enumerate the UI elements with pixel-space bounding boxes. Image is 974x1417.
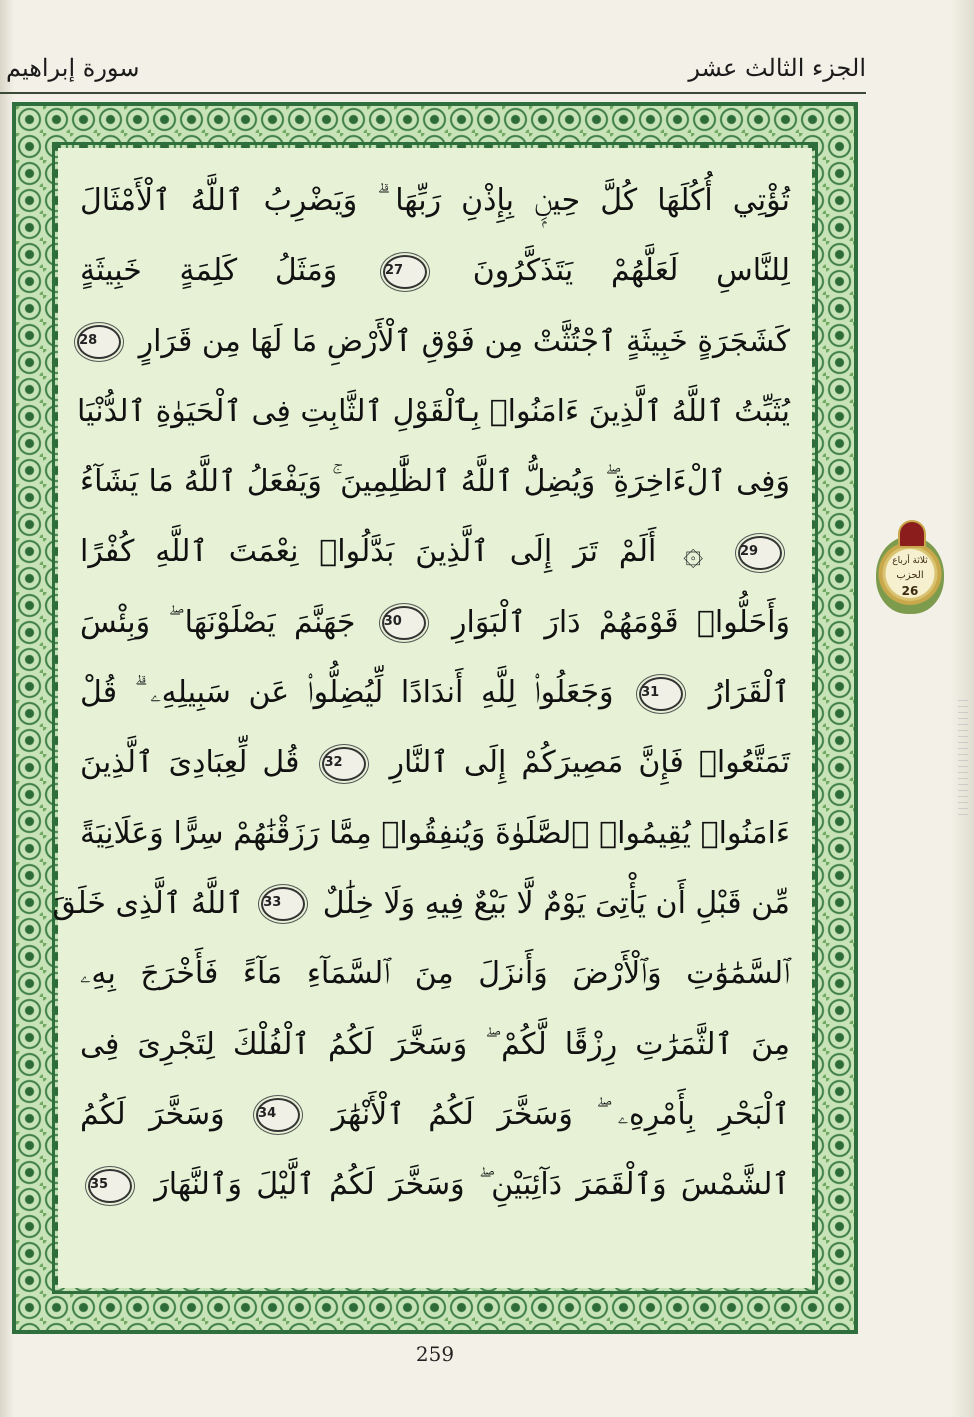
ayah-number-marker: 32 — [322, 747, 366, 781]
ayah-number-marker: 35 — [88, 1169, 132, 1203]
verse-line — [80, 307, 790, 377]
verse-line — [80, 588, 790, 658]
verse-text: وَمَثَلُ كَلِمَةٍ خَبِيثَةٍ — [80, 253, 338, 289]
verse-text: وَجَعَلُوا۟ لِلَّهِ أَندَادًا لِّيُضِلُّوا۟ عَن سَبِيلِهِۦ ۗ قُلْ — [80, 675, 614, 711]
verse-text: ٱلسَّمَٰوَٰتِ وَٱلْأَرْضَ وَأَنزَلَ مِنَ ٱلسَّمَآءِ مَآءً فَأَخْرَجَ بِهِۦ — [80, 956, 790, 992]
margin-print-marks — [958, 700, 968, 820]
hizb-medallion — [872, 520, 948, 616]
verse-text-block — [52, 166, 791, 1220]
header-rule — [0, 92, 866, 94]
verse-text: مِنَ ٱلثَّمَرَٰتِ رِزْقًا لَّكُمْ ۖ وَسَخَّرَ لَكُمُ ٱلْفُلْكَ لِتَجْرِىَ فِى — [80, 1026, 790, 1062]
hizb-fraction: ثلاثة أرباع — [892, 556, 928, 566]
verse-line — [80, 799, 790, 869]
verse-line — [80, 166, 790, 236]
verse-text: ٱللَّهُ ٱلَّذِى خَلَقَ — [52, 885, 244, 921]
verse-line — [80, 939, 790, 1009]
verse-text: ٱلْقَرَارُ — [708, 675, 790, 711]
verse-text: وَفِى ٱلْءَاخِرَةِ ۖ وَيُضِلُّ ٱللَّهُ ٱلظَّٰلِمِينَ ۚ وَيَفْعَلُ ٱللَّهُ مَا يَشَآءُ — [80, 464, 790, 500]
verse-line — [80, 728, 790, 798]
verse-text: ٱلشَّمْسَ وَٱلْقَمَرَ دَآئِبَيْنِ ۖ وَسَخَّرَ لَكُمُ ٱلَّيْلَ وَٱلنَّهَارَ — [154, 1167, 790, 1203]
ayah-number-marker: 27 — [383, 255, 427, 289]
surah-title: سورة إبراهيم — [6, 54, 140, 82]
running-header — [0, 48, 974, 98]
verse-line — [52, 869, 790, 939]
verse-text: يُثَبِّتُ ٱللَّهُ ٱلَّذِينَ ءَامَنُوا۟ بِٱلْقَوْلِ ٱلثَّابِتِ فِى ٱلْحَيَوٰةِ ٱلدُّنْيَا — [77, 393, 790, 429]
ayah-number-marker: 28 — [77, 325, 121, 359]
verse-text: ٱلْبَحْرِ بِأَمْرِهِۦ ۖ وَسَخَّرَ لَكُمُ ٱلْأَنْهَٰرَ — [331, 1096, 790, 1132]
verse-text: تُؤْتِي أُكُلَهَا كُلَّ حِينِۭ بِإِذْنِ رَبِّهَا ۗ وَيَضْرِبُ ٱللَّهُ ٱلْأَمْثَالَ — [80, 183, 790, 218]
ayah-number-marker: 29 — [738, 536, 782, 570]
verse-text: أَلَمْ تَرَ إِلَى ٱلَّذِينَ بَدَّلُوا۟ نِعْمَتَ ٱللَّهِ كُفْرًا — [80, 534, 657, 570]
verse-text: وَأَحَلُّوا۟ قَوْمَهُمْ دَارَ ٱلْبَوَارِ — [452, 604, 791, 640]
verse-line — [77, 377, 790, 447]
medallion-crest-icon — [898, 520, 926, 548]
hizb-label: الحزب — [896, 570, 924, 581]
verse-text: مِّن قَبْلِ أَن يَأْتِىَ يَوْمٌ لَّا بَيْعٌ فِيهِ وَلَا خِلَٰلٌ — [322, 885, 790, 921]
verse-text: ءَامَنُوا۟ يُقِيمُوا۟ ٱلصَّلَوٰةَ وَيُنفِقُوا۟ مِمَّا رَزَقْنَٰهُمْ سِرًّا وَعَلَانِيَةً — [80, 815, 790, 851]
verse-text: كَشَجَرَةٍ خَبِيثَةٍ ٱجْتُثَّتْ مِن فَوْقِ ٱلْأَرْضِ مَا لَهَا مِن قَرَارٍ — [138, 323, 790, 359]
verse-text: جَهَنَّمَ يَصْلَوْنَهَا ۖ وَبِئْسَ — [80, 604, 356, 640]
page-number: 259 — [415, 1342, 455, 1366]
verse-line — [80, 1150, 790, 1220]
verse-line — [80, 1080, 790, 1150]
verse-line — [80, 447, 790, 517]
rub-el-hizb-icon: ۞ — [683, 532, 704, 573]
verse-text: وَسَخَّرَ لَكُمُ — [80, 1096, 225, 1132]
ayah-number-marker: 34 — [256, 1098, 300, 1132]
juz-title: الجزء الثالث عشر — [688, 54, 866, 82]
verse-line — [80, 658, 790, 728]
ayah-number-marker: 30 — [382, 606, 426, 640]
verse-text: تَمَتَّعُوا۟ فَإِنَّ مَصِيرَكُمْ إِلَى ٱلنَّارِ — [389, 745, 790, 781]
hizb-number: 26 — [901, 584, 919, 598]
verse-text: قُل لِّعِبَادِىَ ٱلَّذِينَ — [80, 745, 300, 781]
verse-line — [80, 236, 790, 306]
verse-line — [80, 1010, 790, 1080]
verse-text: لِلنَّاسِ لَعَلَّهُمْ يَتَذَكَّرُونَ — [472, 253, 790, 289]
ayah-number-marker: 31 — [639, 677, 683, 711]
verse-line — [80, 517, 790, 587]
ayah-number-marker: 33 — [261, 887, 305, 921]
